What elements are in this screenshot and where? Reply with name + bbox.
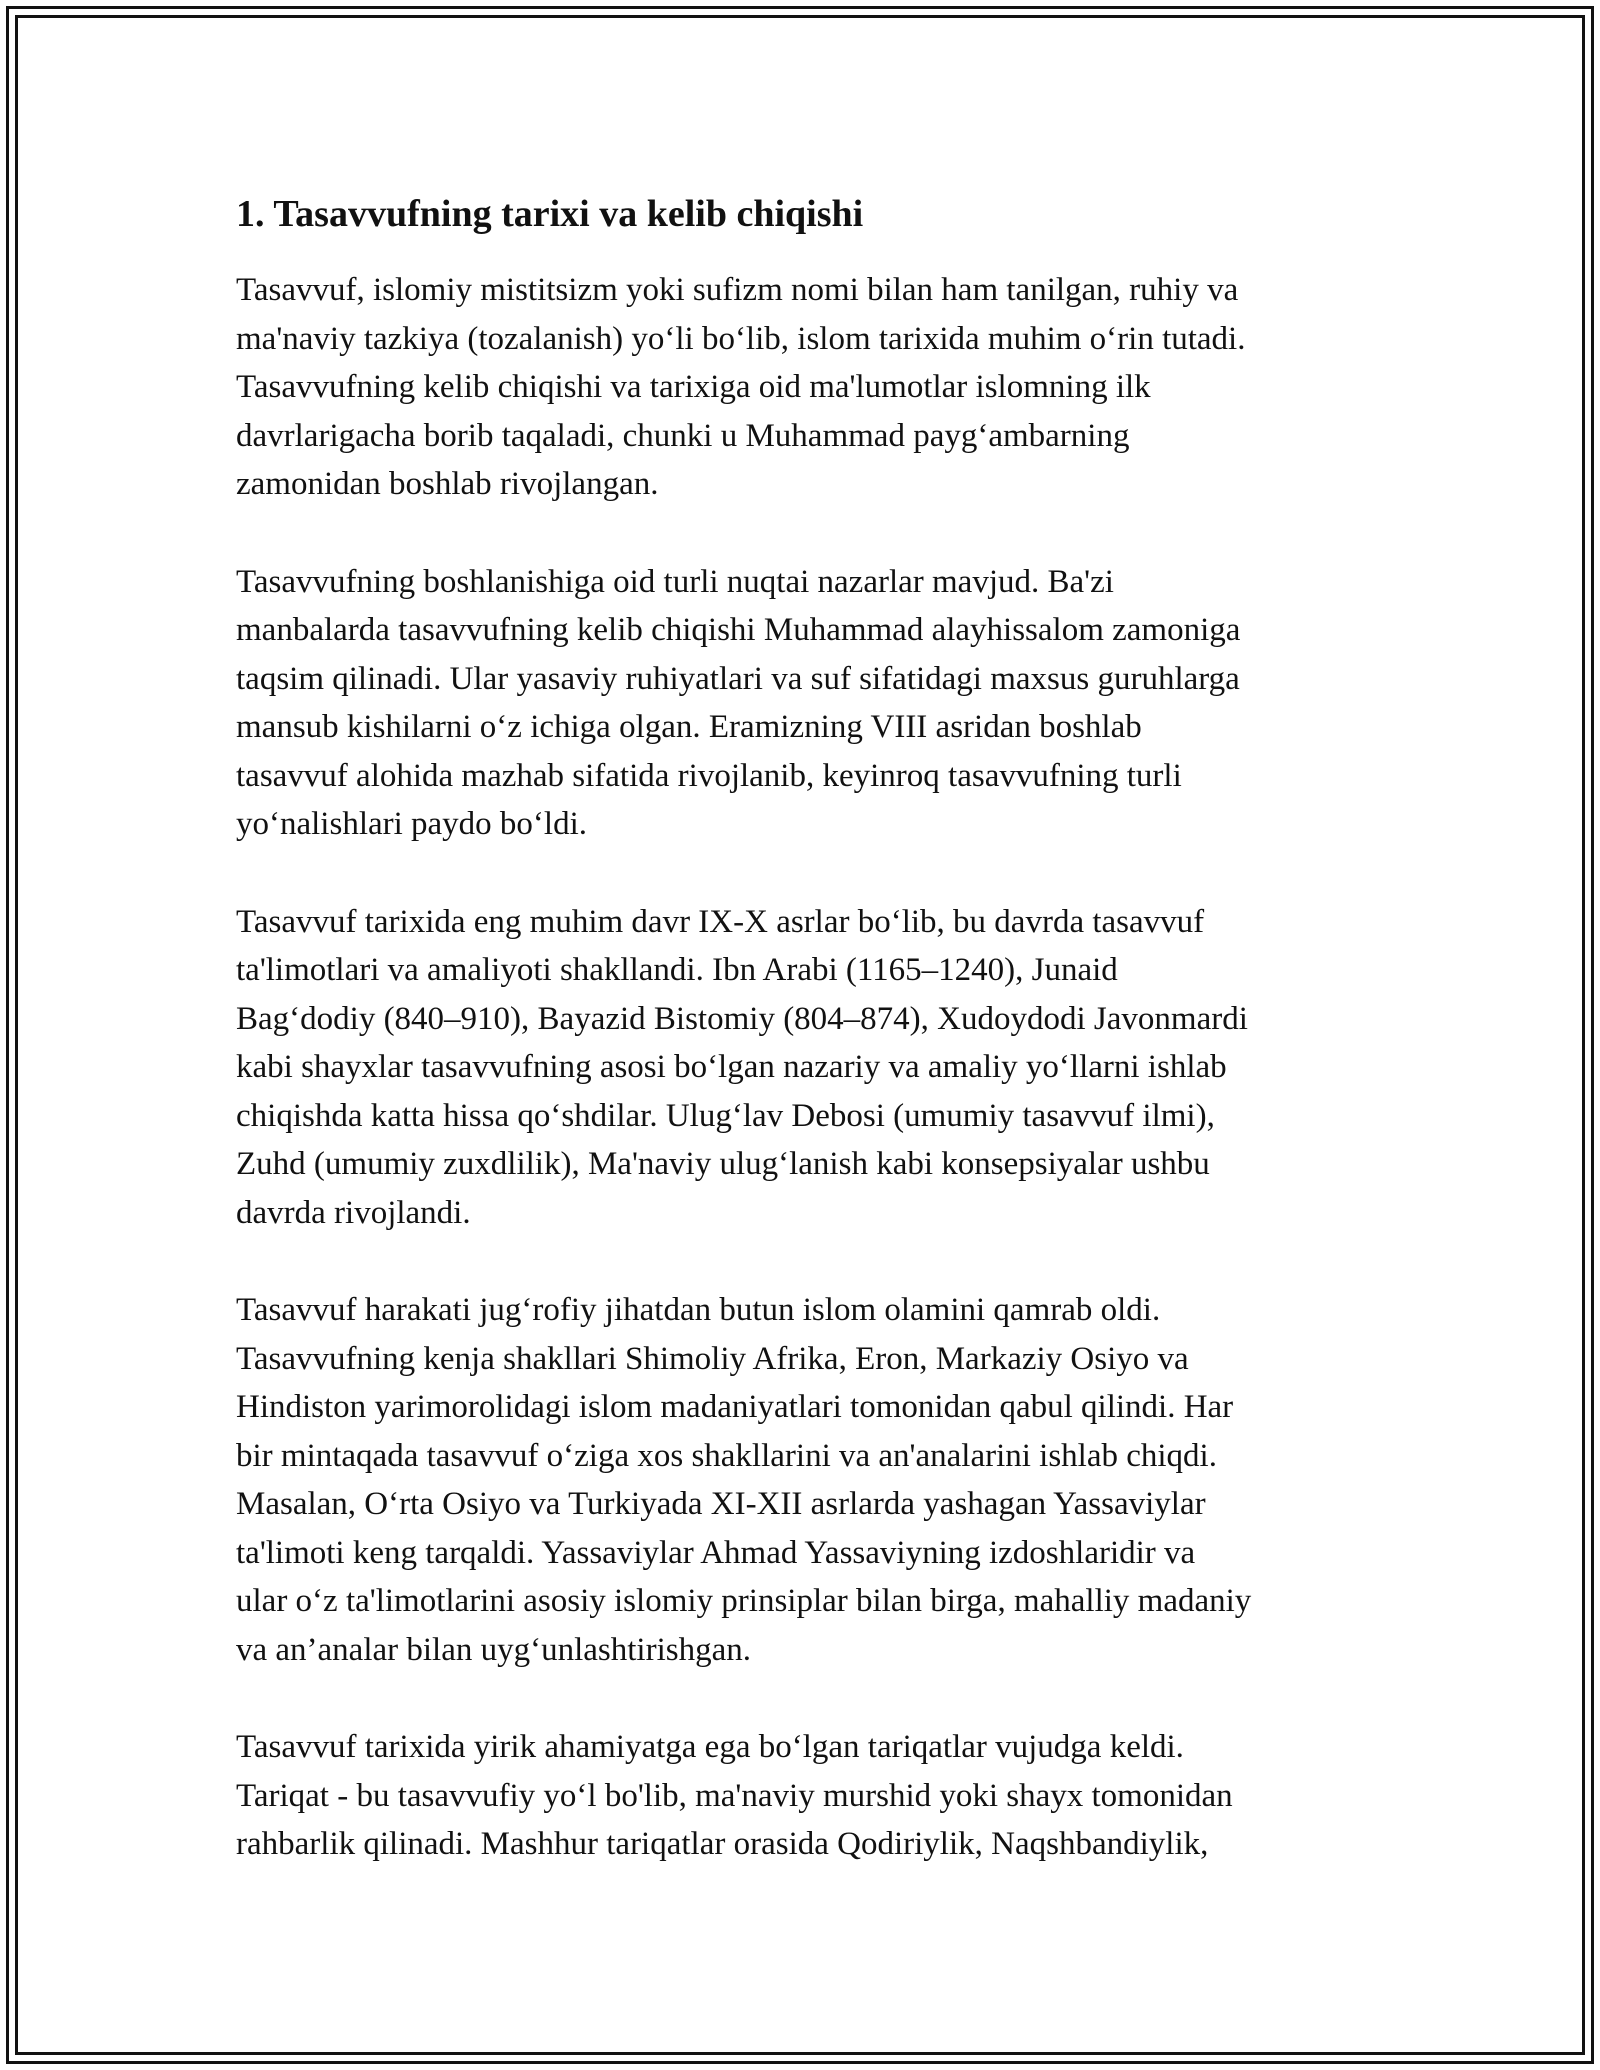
document-body bbox=[236, 190, 1366, 1918]
paragraph-4: Tasavvuf harakati jug‘rofiy jihatdan butun islom olamini qamrab oldi. Tasavvufning kenja shakllari Shimoliy Afrika, Eron, Markaziy Osiyo va Hindiston yarimorolidagi islom madaniyatlari tomonidan qabul qilindi. Har bir mintaqada tasavvuf o‘ziga xos shakllarini va an'analarini ishlab chiqdi. Masalan, O‘rta Osiyo va Turkiyada XI-XII asrlarda yashagan Yassaviylar ta'limoti keng tarqaldi. Yassaviylar Ahmad Yassaviyning izdoshlaridir va ular o‘z ta'limotlarini asosiy islomiy prinsiplar bilan birga, mahalliy madaniy va an’analar bilan uyg‘unlashtirishgan. bbox=[236, 1292, 1252, 1668]
section-heading: 1. Tasavvufning tarixi va kelib chiqishi bbox=[236, 193, 864, 235]
paragraph-3: Tasavvuf tarixida eng muhim davr IX-X asrlar bo‘lib, bu davrda tasavvuf ta'limotlari va amaliyoti shakllandi. Ibn Arabi (1165–1240), Junaid Bag‘dodiy (840–910), Bayazid Bistomiy (804–874), Xudoydodi Javonmardi kabi shayxlar tasavvufning asosi bo‘lgan nazariy va amaliy yo‘llarni ishlab chiqishda katta hissa qo‘shdilar. Ulug‘lav Debosi (umumiy tasavvuf ilmi), Zuhd (umumiy zuxdlilik), Ma'naviy ulug‘lanish kabi konsepsiyalar ushbu davrda rivojlandi. bbox=[236, 903, 1248, 1231]
paragraph-5: Tasavvuf tarixida yirik ahamiyatga ega bo‘lgan tariqatlar vujudga keldi. Tariqat - bu tasavvufiy yo‘l bo'lib, ma'naviy murshid yoki shayx tomonidan rahbarlik qilinadi. Mashhur tariqatlar orasida Qodiriylik, Naqshbandiylik, bbox=[236, 1729, 1233, 1862]
paragraph-1: Tasavvuf, islomiy mistitsizm yoki sufizm nomi bilan ham tanilgan, ruhiy va ma'naviy tazkiya (tozalanish) yo‘li bo‘lib, islom tarixida muhim o‘rin tutadi. Tasavvufning kelib chiqishi va tarixiga oid ma'lumotlar islomning ilk davrlarigacha borib taqaladi, chunki u Muhammad payg‘ambarning zamonidan boshlab rivojlangan. bbox=[236, 272, 1246, 502]
paragraph-2: Tasavvufning boshlanishiga oid turli nuqtai nazarlar mavjud. Ba'zi manbalarda tasavvufning kelib chiqishi Muhammad alayhissalom zamoniga taqsim qilinadi. Ular yasaviy ruhiyatlari va suf sifatidagi maxsus guruhlarga mansub kishilarni o‘z ichiga olgan. Eramizning VIII asridan boshlab tasavvuf alohida mazhab sifatida rivojlanib, keyinroq tasavvufning turli yo‘nalishlari paydo bo‘ldi. bbox=[236, 563, 1241, 842]
